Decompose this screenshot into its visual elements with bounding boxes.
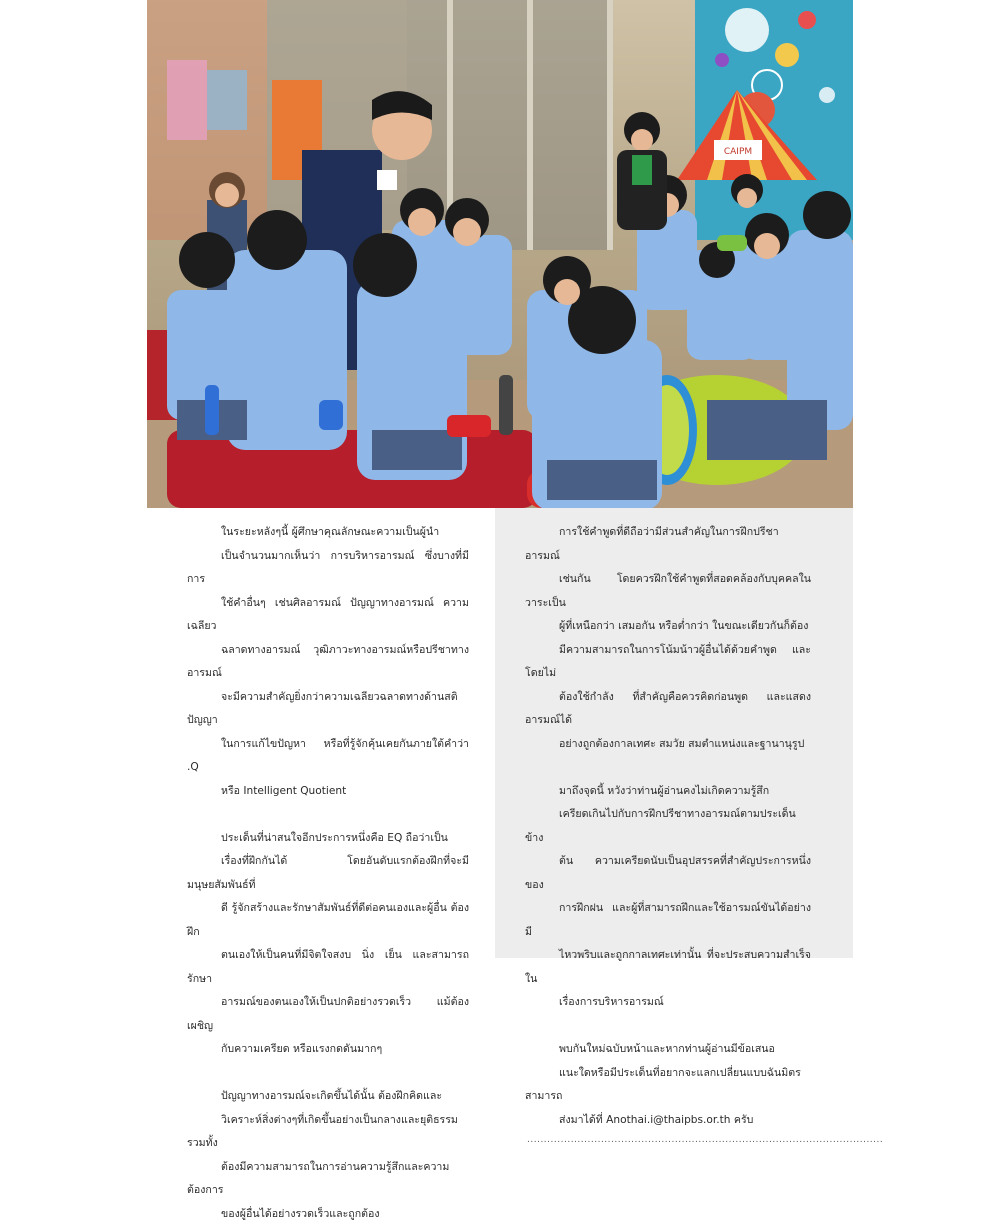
left-paragraph-2 (187, 827, 469, 1062)
right-paragraph-1 (525, 521, 811, 756)
text-line: การฝึกฝน และผู้ที่สามารถฝึกและใช้อารมณ์ขันได้อย่างมี (525, 897, 811, 944)
text-line: กับความเครียด หรือแรงกดดันมากๆ (187, 1038, 469, 1062)
text-line: อารมณ์ของตนเองให้เป็นปกติอย่างรวดเร็ว แม้ต้องเผชิญ (187, 991, 469, 1038)
text-line: ผู้ที่เหนือกว่า เสมอกัน หรือต่ำกว่า ในขณะเดียวกันก็ต้อง (525, 615, 811, 639)
signature-dotted-line: .......................................................................................................... (527, 1134, 811, 1146)
text-line: เครียดเกินไปกับการฝึกปรีชาทางอารมณ์ตามประเด็นข้าง (525, 803, 811, 850)
text-line: ของผู้อื่นได้อย่างรวดเร็วและถูกต้อง (187, 1203, 469, 1226)
text-line: เรื่องที่ฝึกกันได้ โดยอันดับแรกต้องฝึกที่จะมีมนุษยสัมพันธ์ที่ (187, 850, 469, 897)
left-paragraph-1 (187, 521, 469, 803)
text-line: เป็นจำนวนมากเห็นว่า การบริหารอารมณ์ ซึ่งบางที่มีการ (187, 545, 469, 592)
text-line: ต้องใช้กำลัง ที่สำคัญคือควรคิดก่อนพูด และแสดงอารมณ์ได้ (525, 686, 811, 733)
text-line: ต้น ความเครียดนับเป็นอุปสรรคที่สำคัญประการหนึ่งของ (525, 850, 811, 897)
text-line: ในระยะหลังๆนี้ ผู้ศึกษาคุณลักษณะความเป็นผู้นำ (187, 521, 469, 545)
text-line: เรื่องการบริหารอารมณ์ (525, 991, 811, 1015)
booth-sign-text: CAIPM (724, 147, 752, 157)
text-line: ในการแก้ไขปัญหา หรือที่รู้จักคุ้นเคยกันภายใต้คำว่า .Q (187, 733, 469, 780)
right-paragraph-3 (525, 1038, 811, 1132)
text-line: พบกันใหม่ฉบับหน้าและหากท่านผู้อ่านมีข้อเสนอ (525, 1038, 811, 1062)
text-line: ปัญญาทางอารมณ์จะเกิดขึ้นได้นั้น ต้องฝึกคิดและ (187, 1085, 469, 1109)
text-line: ประเด็นที่น่าสนใจอีกประการหนึ่งคือ EQ ถือว่าเป็น (187, 827, 469, 851)
text-line: ไหวพริบและถูกกาลเทศะเท่านั้น ที่จะประสบความสำเร็จใน (525, 944, 811, 991)
text-line: มีความสามารถในการโน้มน้าวผู้อื่นได้ด้วยคำพูด และโดยไม่ (525, 639, 811, 686)
text-line: มาถึงจุดนี้ หวังว่าท่านผู้อ่านคงไม่เกิดความรู้สึก (525, 780, 811, 804)
text-line: วิเคราะห์สิ่งต่างๆที่เกิดขึ้นอย่างเป็นกลางและยุติธรรมรวมทั้ง (187, 1109, 469, 1156)
classroom-photo (147, 0, 853, 508)
author-email-line: ส่งมาได้ที่ Anothai.i@thaipbs.or.th ครับ (525, 1109, 811, 1133)
text-line: การใช้คำพูดที่ดีถือว่ามีส่วนสำคัญในการฝึกปรีชาอารมณ์ (525, 521, 811, 568)
text-line: อย่างถูกต้องกาลเทศะ สมวัย สมตำแหน่งและฐานานุรูป (525, 733, 811, 757)
text-line: ใช้คำอื่นๆ เช่นศิลอารมณ์ ปัญญาทางอารมณ์ ความเฉลียว (187, 592, 469, 639)
text-line: แนะใดหรือมีประเด็นที่อยากจะแลกเปลี่ยนแบบฉันมิตร สามารถ (525, 1062, 811, 1109)
text-line: จะมีความสำคัญยิ่งกว่าความเฉลียวฉลาดทางด้านสติปัญญา (187, 686, 469, 733)
text-line: หรือ Intelligent Quotient (187, 780, 469, 804)
article-left-column (147, 508, 495, 1000)
text-line: ฉลาดทางอารมณ์ วุฒิภาวะทางอารมณ์หรือปรีชาทางอารมณ์ (187, 639, 469, 686)
text-line: ต้องมีความสามารถในการอ่านความรู้สึกและความ ต้องการ (187, 1156, 469, 1203)
text-line: ตนเองให้เป็นคนที่มีจิตใจสงบ นิ่ง เย็น และสามารถรักษา (187, 944, 469, 991)
right-paragraph-2 (525, 780, 811, 1015)
left-paragraph-3 (187, 1085, 469, 1226)
text-line: เช่นกัน โดยควรฝึกใช้คำพูดที่สอดคล้องกับบุคคลในวาระเป็น (525, 568, 811, 615)
article-right-column (495, 508, 853, 958)
text-line: ดี รู้จักสร้างและรักษาสัมพันธ์ที่ดีต่อคนเองและผู้อื่น ต้องฝึก (187, 897, 469, 944)
